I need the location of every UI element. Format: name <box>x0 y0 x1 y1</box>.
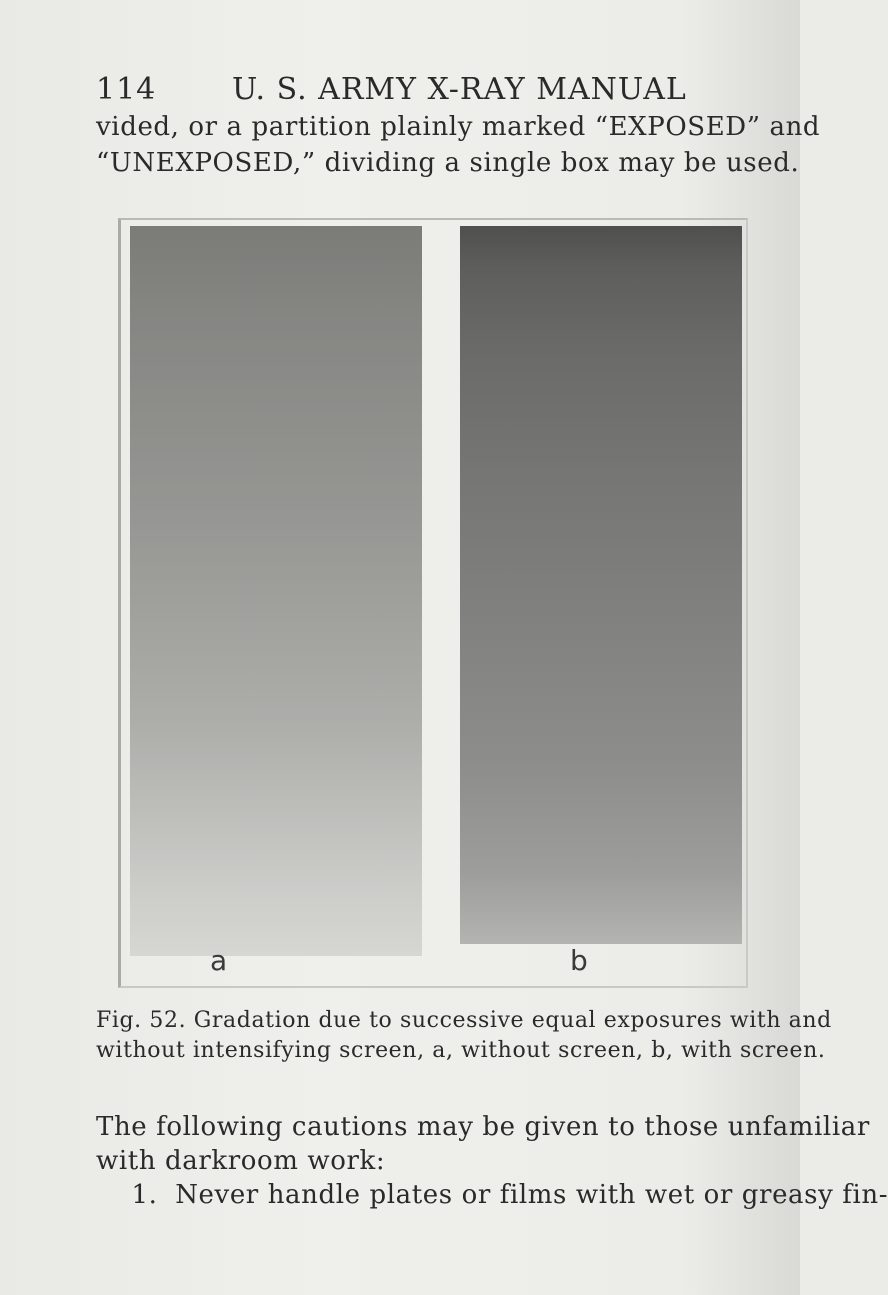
figure-caption-line: Fig. 52. Gradation due to successive equal exposures with and <box>96 1008 832 1033</box>
figure-caption-line: without intensifying screen, a, without screen, b, with screen. <box>96 1038 826 1063</box>
paragraph-line: vided, or a partition plainly marked “EXPOSED” and <box>96 112 821 142</box>
gradation-strip-a <box>130 226 422 956</box>
gradation-strip-b <box>460 226 742 944</box>
paragraph-line: The following cautions may be given to those unfamiliar <box>96 1112 870 1142</box>
strip-label-a: a <box>210 944 228 977</box>
figure-52 <box>118 218 748 988</box>
paragraph-line: “UNEXPOSED,” dividing a single box may be used. <box>96 148 800 178</box>
list-item: 1. Never handle plates or films with wet or greasy fin- <box>96 1180 888 1210</box>
paragraph-line: with darkroom work: <box>96 1146 386 1176</box>
running-title: U. S. ARMY X-RAY MANUAL <box>232 72 687 107</box>
strip-label-b: b <box>570 944 588 977</box>
page-header <box>96 72 687 107</box>
page-number: 114 <box>96 72 157 107</box>
